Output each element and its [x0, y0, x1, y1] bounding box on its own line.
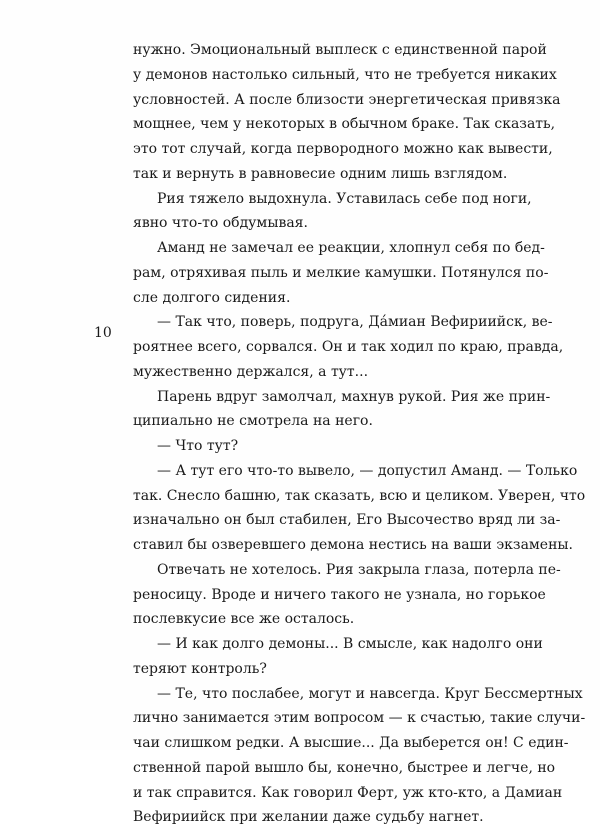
text-line: Вефириийск при желании даже судьбу нагнет.: [133, 809, 484, 826]
text-line: нужно. Эмоциональный выплеск с единственной парой: [133, 42, 547, 58]
text-line: роятнее всего, сорвался. Он и так ходил по краю, правда,: [133, 339, 564, 355]
text-line: лично занимается этим вопросом — к счастью, такие случи-: [133, 710, 586, 727]
text-line: и так справится. Как говорил Ферт, уж кто-кто, а Дамиан: [133, 784, 563, 801]
text-line: рам, отряхивая пыль и мелкие камушки. Потянулся по-: [133, 264, 549, 281]
text-line: — И как долго демоны... В смысле, как надолго они: [157, 636, 543, 652]
body-text: [133, 38, 586, 830]
text-line: Рия тяжело выдохнула. Уставилась себе под ноги,: [157, 190, 532, 207]
text-line: Отвечать не хотелось. Рия закрыла глаза, потерла пе-: [157, 561, 561, 578]
text-line: изначально он был стабилен, Его Высочество вряд ли за-: [133, 512, 561, 529]
text-line: у демонов настолько сильный, что не требуется никаких: [133, 66, 557, 83]
text-line: ставил бы озверевшего демона нестись на ваши экзамены.: [133, 537, 574, 553]
text-line: — А тут его что-то вывело, — допустил Аманд. — Только: [157, 462, 578, 479]
text-line: мужественно держался, а тут...: [133, 363, 369, 380]
text-line: так. Снесло башню, так сказать, всю и целиком. Уверен, что: [133, 487, 586, 504]
text-line: условностей. А после близости энергетическая привязка: [133, 91, 561, 108]
text-line: мощнее, чем у некоторых в обычном браке. Так сказать,: [133, 116, 556, 133]
text-line: так и вернуть в равновесие одним лишь взглядом.: [133, 165, 508, 182]
text-line: это тот случай, когда первородного можно как вывести,: [133, 141, 553, 157]
text-line: сле долгого сидения.: [133, 289, 291, 306]
text-line: ципиально не смотрела на него.: [133, 413, 373, 430]
text-line: теряют контроль?: [133, 660, 267, 677]
text-line: — Что тут?: [157, 438, 239, 454]
text-line: явно что-то обдумывая.: [133, 215, 308, 232]
text-line: Парень вдруг замолчал, махнув рукой. Рия же прин-: [157, 388, 551, 405]
text-line: чаи слишком редки. А высшие... Да выберется он! С един-: [133, 735, 569, 751]
text-line: послевкусие все же осталось.: [133, 611, 355, 628]
text-line: Аманд не замечал ее реакции, хлопнул себя по бед-: [157, 240, 545, 256]
text-line: — Так что, поверь, подруга, Дáмиан Вефириийск, ве-: [157, 314, 553, 331]
page-number: 10: [94, 325, 112, 341]
text-line: реносицу. Вроде и ничего такого не узнала, но горькое: [133, 586, 546, 603]
text-line: — Те, что послабее, могут и навсегда. Круг Бессмертных: [157, 685, 583, 702]
text-line: ственной парой вышло бы, конечно, быстрее и легче, но: [133, 759, 556, 776]
